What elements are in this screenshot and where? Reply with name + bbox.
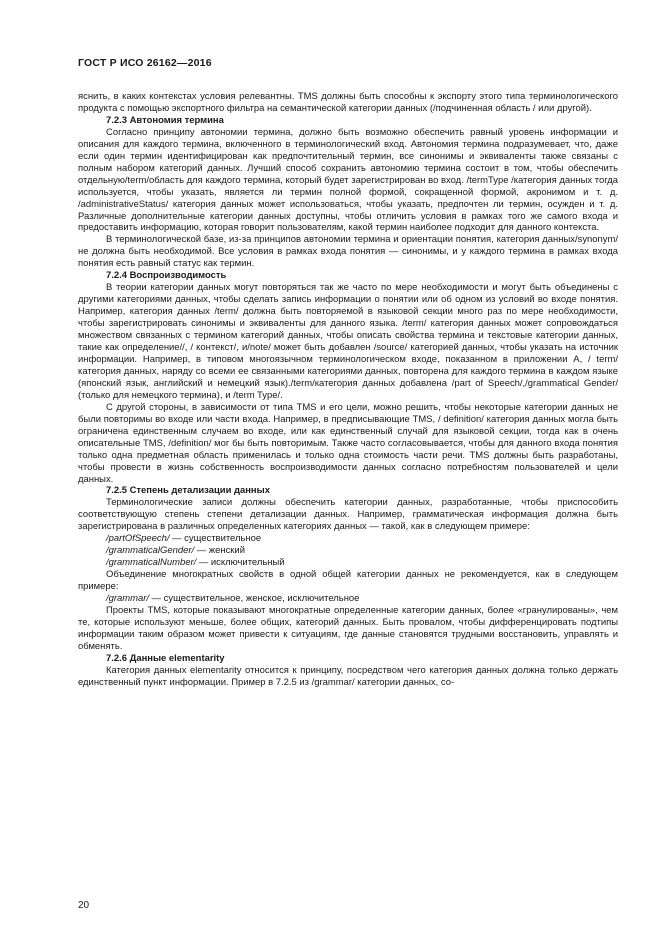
section-heading: 7.2.5 Степень детализации данных [106,485,270,497]
body-paragraph: Терминологические записи должны обеспечить категории данных, разработанные, чтобы приспособить соответствующую степень степени детализации данных. Например, грамматическая информация должна быть зарегистрирована в различных определенных категориях данных — такой, как в следующем примере: [78,497,618,533]
body-paragraph: Категория данных elementarity относится к принципу, посредством чего категория данных должна только держать единственный пункт информации. Пример в 7.2.5 из /grammar/ категории данных, со- [78,664,618,688]
example-line [78,533,618,545]
example-term: /partOfSpeech/ [106,533,170,545]
body-paragraph: В теории категории данных могут повторяться так же часто по мере необходимости и могут быть объединены с другими категориями данных, чтобы сделать запись информации о понятии или об одном из условий во входе понятия. Например, категория данных /term/ должна быть повторяемой в языковой секции много раз по мере необходимости, чтобы зарегистрировать синонимы и эквиваленты для данного языка. /term/ категория данных может сопровождаться множеством связанных с термином категорий данных, чтобы описать свойства термина и текстовые категории данных, такие как определение//, / контекст/, и/note/ может быть добавлен /source/ категорией данных, чтобы указать на источник информации. Например, в типовом многоязычном терминологическом входе, показанном в приложении А, / term/ категория данных, наряду со всеми ее связанными категориями данных, повторена для каждого термина в каждом языке (японский язык, английский и немецкий язык)./term/категория данных добавлена /part of Speech/,/grammatical Gender/ (только для немецкого термина), и /term Type/. [78,282,618,401]
example-line [78,545,618,557]
document-header: ГОСТ Р ИСО 26162—2016 [78,57,212,69]
document-body [78,91,618,689]
example-value: — существительное [172,533,262,545]
example-term: /grammar/ [106,593,149,605]
section-heading: 7.2.3 Автономия термина [106,114,224,126]
example-line [78,593,618,605]
page-number: 20 [78,900,90,911]
body-paragraph: Объединение многократных свойств в одной общей категории данных не рекомендуется, как в следующем примере: [78,569,618,593]
body-paragraph: Согласно принципу автономии термина, должно быть возможно обеспечить равный уровень информации и описания для каждого термина, включенного в терминологический вход. Автономия термина подразумевает, что, даже если один термин идентифицирован как предпочтительный термин, все синонимы и эквиваленты также связаны с полным набором категорий данных. Лучший способ сохранить автономию термина состоит в том, чтобы обеспечить отдельную/term/область для каждого термина, который будет зарегистрирован во вход. /termType /категория данных тогда используется, чтобы указать, является ли термин полной формой, сокращенной формой, акронимом и т. д. /administrativeStatus/ категория данных может использоваться, чтобы указать, предпочтен ли термин, осужден и т. д. Различные дополнительные категории данных доступны, чтобы отличить условия в рамках того же самого входа и предоставить информацию, которая говорит пользователям, какой термин наиболее подходит для данного контекста. [78,126,618,234]
section-heading: 7.2.6 Данные elementarity [106,652,225,664]
example-value: — существительное, женское, исключительное [151,593,360,605]
body-paragraph: В терминологической базе, из-за принципов автономии термина и ориентации понятия, категория данных/synonym/не должна быть необходимой. Все условия в рамках входа понятия — синонимы, и у каждого термина в рамках входа понятия есть равный статус как термин. [78,234,618,270]
body-paragraph: С другой стороны, в зависимости от типа TMS и его цели, можно решить, чтобы некоторые категории данных не были повторимы во входе или части входа. Например, в предписывающие TMS, / definition/ категория данных могла быть ограничена единственным случаем во входе, или как единственный случай для языковой секции, тогда как в очень описательные TMS, /definition/ мог бы быть повторимым. Также часто согласовывается, чтобы для данного входа понятия только одна предметная область применилась и только одна стоимость части речи. TMS должны быть разработаны, чтобы провести в жизнь собственность воспроизводимости данных согласно потребностям пользователей и цели данных. [78,401,618,485]
example-line [78,557,618,569]
example-value: — исключительный [198,557,285,569]
body-paragraph: яснить, в каких контекстах условия релевантны. TMS должны быть способны к экспорту этого типа терминологического продукта с помощью экспортного фильтра на семантической категории данных (/подчиненная область / или другой). [78,91,618,114]
example-term: /grammaticalNumber/ [106,557,197,569]
body-paragraph: Проекты TMS, которые показывают многократные определенные категории данных, более «гранулированы», чем те, которые используют меньше, более общих, категорий данных. Быть провалом, чтобы дифференцировать подтипы информации таким образом может привести к ситуациям, где данные становятся трудными восстановить, управлять и обменять. [78,604,618,652]
example-term: /grammaticalGender/ [106,545,195,557]
example-value: — женский [196,545,245,557]
section-heading: 7.2.4 Воспроизводимость [106,270,227,282]
